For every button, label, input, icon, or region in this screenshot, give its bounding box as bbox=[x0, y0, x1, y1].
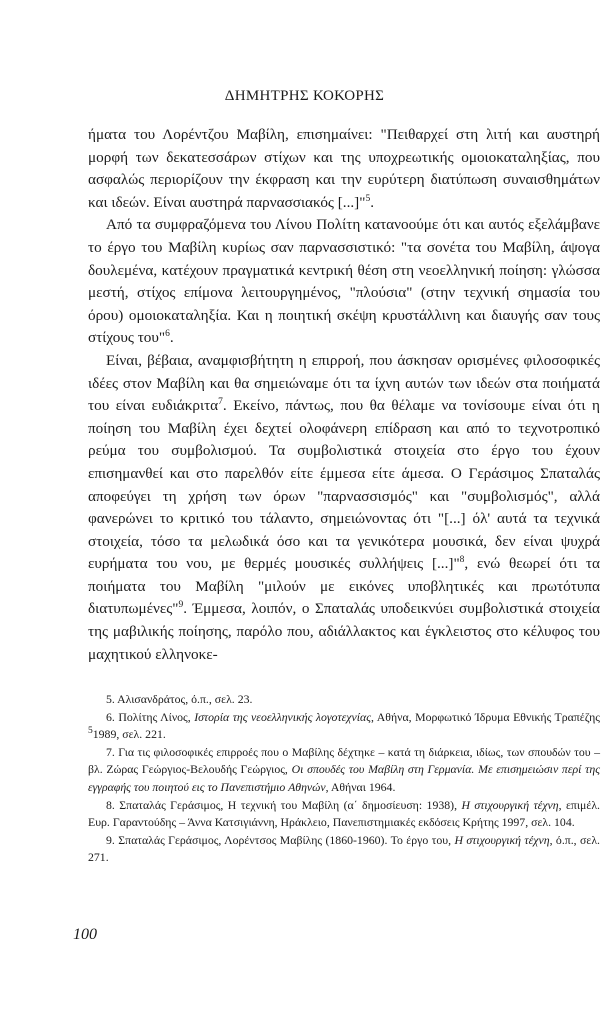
footnote-7-text: 7. Για τις φιλοσοφικές επιρροές που ο Μαβίλης δέχτηκε – κατά τη διάρκεια, ιδίως, των σπουδών του – βλ. Ζώρας Γεώργιος-Βελουδής Γεώργιος, bbox=[88, 744, 600, 777]
paragraph-2-tail: . bbox=[169, 329, 174, 347]
main-text bbox=[88, 124, 600, 666]
footnote-9-ref: , ό.π., σελ. 271. bbox=[88, 832, 600, 865]
footnote-9-text: 9. Σπαταλάς Γεράσιμος, Λορέντσος Μαβίλης (1860-1960). Το έργο του, bbox=[106, 832, 455, 847]
footnote-8-publisher: , επιμέλ. Ευρ. Γαραντούδης – Άννα Κατσιγιάννη, Ηράκλειο, Πανεπιστημιακές εκδόσεις Κρήτης 1997, σελ. 104. bbox=[88, 797, 600, 830]
footnote-8-title: Η στιχουργική τέχνη bbox=[461, 797, 559, 812]
footnote-5: 5. Αλισανδράτος, ό.π., σελ. 23. bbox=[106, 692, 253, 706]
page-number: 100 bbox=[73, 926, 97, 943]
footnote-ref-5[interactable]: 5 bbox=[365, 193, 371, 204]
paragraph-3-seg4: . Έμμεσα, λοιπόν, ο Σπαταλάς υποδεικνύει συμβολιστικά στοιχεία της μαβιλικής ποίησης, παρόλο που, αδιάλλακτος και έγκλειστος στο κέλυφος του μαχητικού ελληνοκε- bbox=[88, 600, 600, 663]
paragraph-3-seg1: Είναι, βέβαια, αναμφισβήτητη η επιρροή, που άσκησαν ορισμένες φιλοσοφικές ιδέες στον Μαβίλη και θα σημειώναμε ότι τα ίχνη αυτών των ιδεών στα ποιήματά του είναι ευδιάκριτα bbox=[88, 351, 600, 415]
footnote-6-year: 1989, σελ. 221. bbox=[92, 727, 166, 742]
running-head: ΔΗΜΗΤΡΗΣ ΚΟΚΟΡΗΣ bbox=[224, 88, 385, 104]
footnotes bbox=[88, 691, 600, 867]
footnote-8 bbox=[88, 797, 600, 832]
footnote-6-edition: 5 bbox=[88, 726, 93, 737]
footnote-7 bbox=[88, 744, 600, 797]
paragraph-1 bbox=[88, 124, 600, 214]
footnote-7-place: , Αθήναι 1964. bbox=[325, 779, 396, 794]
paragraph-3 bbox=[88, 350, 600, 666]
paragraph-1-tail: . bbox=[370, 193, 374, 211]
footnote-ref-8[interactable]: 8 bbox=[459, 555, 465, 566]
paragraph-2 bbox=[88, 214, 600, 350]
footnote-7-title: Οι σπουδές του Μαβίλη στη Γερμανία. Με επισημειώσιν περί της εγγραφής του ποιητού εις το Πανεπιστήμιο Αθηνών bbox=[88, 762, 600, 794]
paragraph-3-seg3: , ενώ θεωρεί ότι τα ποιήματα του Μαβίλη "μιλούν με εικόνες υποβλητικές και πρωτότυπα διατυπωμένες" bbox=[88, 555, 600, 618]
paragraph-3-seg2: . Εκείνο, πάντως, που θα θέλαμε να τονίσουμε είναι ότι η ποίηση του Μαβίλη έχει δεχτεί ολοφάνερη επίδραση και από το τεχνοτροπικό ρεύμα του συμβολισμού. Τα συμβολιστικά στοιχεία στο έργο του έχουν επισημανθεί και στο παρελθόν είτε έμμεσα είτε άμεσα. Ο Γεράσιμος Σπαταλάς αποφεύγει τη χρήση των όρων "παρνασσισμός" και "συμβολισμός", αλλά φανερώνει το κριτικό του τάλαντο, σημειώνοντας ότι "[...] όλ' αυτά τα τεχνικά στοιχεία, τόσο τα μελωδικά όσο και τα γενικότερα μουσικά, δεν είναι ψυχρά ευρήματα του νου, με θερμές μουσικές συλλήψεις [...]" bbox=[88, 397, 600, 573]
footnote-ref-7[interactable]: 7 bbox=[218, 397, 223, 408]
footnote-9 bbox=[88, 832, 600, 867]
paragraph-1-text: ήματα του Λορέντζου Μαβίλη, επισημαίνει: "Πειθαρχεί στη λιτή και αυστηρή μορφή των δεκατεσσάρων στίχων και της υποχρεωτικής ομοιοκαταληξίας, που ασφαλώς περιορίζουν την έκφραση και την ευρύτερη διατύπωση συναισθημάτων και ιδεών. Είναι αυστηρά παρνασσιακός [...]" bbox=[88, 126, 600, 211]
footnote-6-publisher: , Αθήνα, Μορφωτικό Ίδρυμα Εθνικής Τραπέζης bbox=[370, 709, 600, 724]
footnote-8-text: 8. Σπαταλάς Γεράσιμος, Η τεχνική του Μαβίλη (α΄ δημοσίευση: 1938), bbox=[106, 797, 462, 812]
footnote-9-title: Η στιχουργική τέχνη bbox=[454, 832, 550, 847]
paragraph-2-text: Από τα συμφραζόμενα του Λίνου Πολίτη κατανοούμε ότι και αυτός εξελάμβανε το έργο του Μαβίλη κυρίως σαν παρνασσιστικό: "τα σονέτα του Μαβίλη, άψογα δουλεμένα, κατέχουν πραγματικά κεντρική θέση στη νεοελληνική ποίηση: γλώσσα μεστή, στίχος επίμονα λειτουργημένος, "πλούσια" (στην τεχνική σημασία του όρου) ομοιοκαταληξία. Και η ποιητική σκέψη κρυστάλλινη και διαυγής σαν τους στίχους του" bbox=[88, 216, 600, 347]
footnote-6-title: Ιστορία της νεοελληνικής λογοτεχνίας bbox=[194, 709, 371, 724]
footnote-ref-9[interactable]: 9 bbox=[178, 600, 184, 611]
footnote-6 bbox=[88, 709, 600, 744]
footnote-ref-6[interactable]: 6 bbox=[165, 329, 170, 340]
footnote-6-author: 6. Πολίτης Λίνος, bbox=[106, 709, 195, 724]
